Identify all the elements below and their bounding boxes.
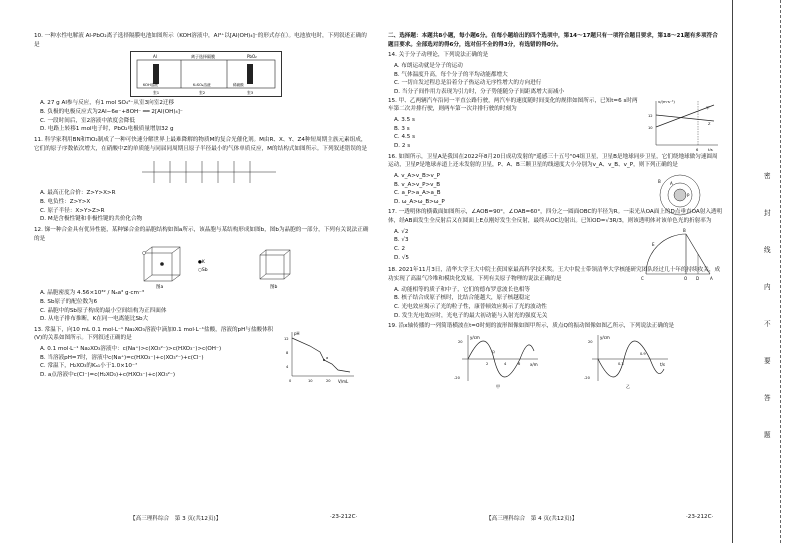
q16-option-c: C. a_P>a_A>a_B — [394, 190, 441, 197]
q18-option-b: B. 核子结合成原子核时，比结合能越大，原子核越稳定 — [394, 295, 531, 302]
question-13: 13. 常温下，向10 mL 0.1 mol·L⁻¹ Na₂XO₃溶液中滴加0.1 mol·L⁻¹盐酸，溶液的pH与盐酸体积(V)的关系如图所示。下列叙述正确的是 — [34, 326, 274, 342]
jia-tick-2: 2 — [486, 362, 489, 366]
wave-graphs — [388, 333, 723, 389]
left-page-footer: 【高三理科综合 第 3 页(共12页)】 — [130, 516, 222, 522]
prism-label-b: B — [683, 228, 686, 234]
wave-graph-yi — [584, 335, 668, 389]
legend-sb: ○Sb — [198, 268, 208, 274]
prism-label-o: O — [684, 276, 688, 282]
question-15-block — [388, 97, 723, 151]
yi-tick-20: 20 — [588, 340, 593, 344]
fig-label-al: Al — [153, 54, 157, 60]
jia-tick-20: 20 — [458, 340, 463, 344]
figure-b-label: 图b — [270, 285, 278, 290]
q14-option-d: D. 当分子间作用力表现为引力时，分子势能随分子间距离增大而减小 — [394, 88, 565, 95]
question-19: 19. 沿x轴传播的一列简谐横波在t=0时刻的波形图像如图甲所示，质点Q的振动图像如图乙所示，下列说法正确的是 — [388, 323, 675, 330]
question-12: 12. 锑一种合金具有优异性能，某种锑合金的晶胞结构如图a所示，该晶胞与某结构形成如图b，图b为晶胞的一部分，下列有关说法正确的是 — [34, 226, 369, 242]
fig-label-k2so4: K₂SO₄溶液 — [193, 83, 211, 88]
jia-tick-neg20: -20 — [454, 376, 460, 380]
q18-option-a: A. 动能相等的质子和中子，它们的德布罗意波长也相等 — [394, 286, 530, 293]
jia-tick-4: 4 — [504, 362, 507, 366]
q15-option-d: D. 2 s — [394, 142, 411, 149]
fig-label-pbo2: PbO₂ — [247, 54, 257, 60]
ph-tick-4: 4 — [286, 364, 289, 369]
q13-option-c: C. 常温下，H₂XO₃的Kₐ₁小于1.0×10⁻⁷ — [40, 363, 138, 370]
ph-tick-20: 20 — [326, 378, 331, 383]
q15-option-b: B. 3 s — [394, 125, 410, 132]
vt-xlabel: t/s — [708, 146, 713, 151]
q15-option-c: C. 4.5 s — [394, 134, 416, 141]
q16-option-a: A. v_A>v_B>v_P — [394, 172, 441, 179]
left-page-code: ·23-212C· — [330, 514, 358, 520]
binding-char: 密 — [764, 172, 771, 180]
question-13-block — [34, 326, 369, 384]
q18-option-c: C. 光电效应揭示了光的粒子性，康普顿效应揭示了光的波动性 — [394, 304, 547, 311]
q17-option-a: A. √2 — [394, 228, 409, 235]
q17-option-b: B. √3 — [394, 237, 409, 244]
yi-xlabel: t/s — [660, 362, 665, 367]
prism-label-c: C — [641, 276, 644, 282]
q16-option-b: B. v_A>v_P>v_B — [394, 181, 441, 188]
ph-tick-10: 10 — [308, 378, 313, 383]
binding-char: 不 — [764, 320, 771, 328]
ph-point-a: a — [326, 355, 329, 360]
jia-caption: 甲 — [496, 384, 500, 389]
fig-label-membrane: 离子选择隔膜 — [191, 54, 215, 60]
q14-option-a: A. 布朗运动就是分子的运动 — [394, 62, 463, 69]
jia-point-q: Q — [492, 350, 495, 354]
binding-char: 封 — [764, 209, 771, 217]
q13-option-d: D. a点溶液中c(Cl⁻)=c(H₂XO₃)+c(HXO₃⁻)+c(XO₃²⁻) — [40, 372, 176, 379]
question-11: 11. 科学家利用BN和TiO₂制成了一种可快速分解世界上最难降解的物质M的复合光催化剂。M由R、X、Y、Z4种短周期主族元素组成，它们的原子序数依次增大，在硝酸中Z的单质能与同届同周期且原子半径最小的气体单质反应，M的结构式如图所示。下列叙述错误的是 — [34, 136, 368, 152]
ph-ylabel: pH — [294, 330, 300, 336]
right-column — [388, 32, 723, 393]
vt-tick-12: 12 — [648, 113, 653, 118]
binding-border — [732, 0, 733, 543]
fig-label-room1: 室1 — [153, 90, 160, 96]
crystal-figures — [34, 245, 369, 289]
question-14: 14. 关于分子动理论，下列说法正确的是 — [388, 52, 489, 59]
q13-option-b: B. 当溶液pH=7时，溶液中c(Na⁺)=c(HXO₃⁻)+c(XO₃²⁻)+c(Cl⁻) — [40, 354, 204, 361]
binding-char: 线 — [764, 246, 771, 254]
prism-label-e: E — [652, 242, 655, 248]
yi-tick-03: 0.3 — [618, 362, 624, 366]
question-17: 17. 一透明体的横截面如图所示，∠AOB=90°，∠OAB=60°，四分之一圆面OBC的半径为R。一束光从OA面上的D点垂直OA射入透明体，经AB面发生全反射后又在圆面上E点刚好发生全反射，最终从OC边射出。已知OD=√3R/3，则该透明体对该单色光的折射率为 — [388, 209, 723, 225]
wave-graph-jia — [454, 335, 538, 389]
jia-ylabel: y/cm — [470, 335, 480, 340]
battery-figure — [130, 51, 282, 97]
jia-xlabel: x/m — [530, 362, 538, 367]
orbit-label-a: A — [670, 180, 673, 186]
question-16-block — [388, 153, 723, 207]
q10-option-b: B. 负极的电极反应式为2Al−6e⁻+8OH⁻ ══ 2[Al(OH)₄]⁻ — [40, 108, 183, 115]
vt-tick-6: 6 — [696, 147, 699, 151]
orbit-label-p: P — [687, 192, 690, 198]
q11-option-c: C. 原子半径：X>Y>Z>R — [40, 207, 105, 214]
fig-label-room2: 室2 — [199, 90, 206, 96]
yi-tick-09: 0.9 — [640, 352, 646, 356]
q11-option-a: A. 最高正化合价：Z>Y>X>R — [40, 190, 116, 197]
binding-char: 内 — [764, 283, 771, 291]
yi-ylabel: y/cm — [600, 335, 610, 340]
jia-tick-6: 6 — [518, 362, 521, 366]
q16-option-d: D. ω_A>ω_B>ω_P — [394, 198, 445, 205]
ph-curve — [280, 328, 358, 384]
prism-diagram — [638, 224, 718, 282]
prism-label-a: A — [710, 276, 713, 282]
q10-option-a: A. 27 g Al参与反应，有1 mol SO₄²⁻从室3向室2迁移 — [40, 100, 175, 107]
prism-label-d: D — [696, 276, 700, 282]
q14-option-c: C. 一切自发过程总是沿着分子热运动无序性增大的方向进行 — [394, 80, 542, 87]
left-column — [34, 32, 369, 384]
orbit-label-b: B — [658, 178, 661, 184]
ph-tick-12: 12 — [284, 336, 289, 341]
vt-series-z: Z — [708, 121, 711, 126]
binding-dashed-line — [780, 0, 781, 543]
al-electrode — [153, 64, 159, 84]
binding-char: 答 — [764, 394, 771, 402]
question-16: 16. 如图所示，卫星A是我国在2022年8月20日成功发射的"遥感三十五号"04组卫星，卫星B是地球同步卫星，它们绕地球做匀速圆周运动，卫星P是地球赤道上还未发射的卫星，P、A、B三颗卫星的线速度大小分别为v_A、v_B、v_P，则下列正确的是 — [388, 153, 718, 169]
fig-label-koh: KOH溶液 — [143, 83, 158, 88]
q12-option-a: A. 晶胞密度为 4.56×10³² / Nₐa³ g·cm⁻³ — [40, 290, 145, 297]
q12-option-d: D. 从电子排布推断，K在同一电离能比Sb大 — [40, 316, 149, 323]
legend-k: ●K — [198, 260, 205, 266]
q10-option-d: D. 电路上转移1 mol电子时，PbO₂电极质量增加32 g — [40, 126, 174, 133]
q17-option-d: D. √5 — [394, 254, 409, 261]
q18-option-d: D. 发生光电效应时，光电子的最大初动能与入射光的强度无关 — [394, 312, 548, 319]
q12-option-c: C. 晶胞中的Sb原子构成的最小空间结构为正四面体 — [40, 307, 167, 314]
fig-label-h2so4: 稀硫酸 — [233, 83, 244, 88]
q11-option-b: B. 电负性：Z>Y>X — [40, 198, 91, 205]
vt-ylabel: v/(m·s⁻¹) — [658, 98, 675, 104]
question-10: 10. 一种水性电解液 Al-PbO₂离子选择隔膜电池如图所示（KOH溶液中，Al³⁺以[Al(OH)₄]⁻的形式存在）。电池放电时，下列叙述正确的是 — [34, 33, 367, 48]
molecule-diagram — [134, 155, 284, 189]
q13-option-a: A. 0.1 mol·L⁻¹ Na₂XO₃溶液中：c(Na⁺)>c(XO₃²⁻)>c(HXO₃⁻)>c(OH⁻) — [40, 346, 222, 353]
structure-formula — [134, 155, 369, 189]
vt-series-jia: 甲 — [706, 105, 710, 110]
fig-label-room3: 室3 — [247, 90, 254, 96]
q11-option-d: D. M是含极性键和非极性键的共价化合物 — [40, 216, 143, 223]
figure-a-label: 图a — [156, 285, 164, 290]
question-18: 18. 2021年11月3日，清华大学王大中院士获国家最高科学技术奖。王大中院士带领清华大学核能研究团队经过几十年的持续攻关，成功实现了高温气冷堆和模块化发展。下列有关原子物理的说法正确的是 — [388, 267, 721, 283]
right-page-footer: 【高三理科综合 第 4 页(共12页)】 — [486, 516, 578, 522]
battery-diagram — [131, 52, 281, 96]
binding-char: 题 — [764, 431, 771, 439]
ph-tick-0: 0 — [289, 378, 292, 383]
section-two-header: 二、选择题：本题共8小题，每小题6分。在每小题给出的四个选项中，第14～17题只有一项符合题目要求，第18～21题有多项符合题目要求。全部选对的得6分，选对但不全的得3分，有选错的得0分。 — [388, 33, 718, 48]
ph-xlabel: V/mL — [338, 378, 349, 384]
velocity-time-graph — [646, 97, 722, 151]
question-15: 15. 甲、乙两辆汽车沿同一平直公路行驶，两汽车的速度随时间变化的规律如图所示，已知t=6 s时两车第二次并排行驶，则两车第一次并排行驶的时刻为 — [388, 97, 638, 113]
q10-option-c: C. 一段时间后，室2溶液中浓度会降低 — [40, 117, 135, 124]
q17-option-c: C. 2 — [394, 246, 406, 253]
q14-option-b: B. 气体温度升高，每个分子的平均动能都增大 — [394, 71, 508, 78]
binding-char: 要 — [764, 357, 771, 365]
right-page-code: ·23-212C· — [686, 514, 714, 520]
yi-tick-neg20: -20 — [584, 376, 590, 380]
yi-caption: 乙 — [626, 384, 630, 389]
q15-option-a: A. 3.5 s — [394, 116, 415, 123]
vt-tick-10: 10 — [648, 125, 653, 130]
crystal-diagram — [34, 245, 369, 289]
pbo2-electrode — [247, 64, 253, 84]
ph-tick-8: 8 — [286, 350, 289, 355]
q12-option-b: B. Sb原子的配位数为6 — [40, 298, 98, 305]
